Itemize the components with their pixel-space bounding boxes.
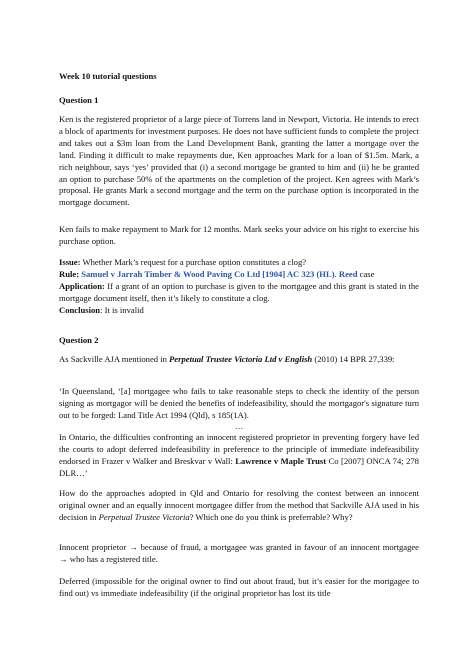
conclusion-line	[59, 305, 419, 317]
lawrence-case-name: Lawrence v Maple Trust	[235, 455, 327, 466]
rule-tail: case	[357, 268, 375, 279]
question-case-name: Perpetual Trustee Victoria	[98, 511, 190, 522]
application-line	[59, 281, 419, 305]
issue-label: Issue:	[59, 257, 81, 267]
ontario-quote-text: In Ontario, the difficulties confronting an innocent registered proprietor in preventing forgery have led the courts to adopt deferred indefeasibility in preference to the principle of immediate indefeasibility endorsed in Frazer v Walker and Breskvar v Wall:	[59, 432, 419, 466]
question-1-answer	[59, 257, 419, 317]
conclusion-label: Conclusion	[59, 304, 101, 315]
question-1-paragraph-2: Ken fails to make repayment to Mark for 12 months. Mark seeks your advice on his right to exercise his purchase option.	[59, 224, 419, 246]
rule-line	[59, 269, 419, 281]
deferred-indefeasibility-note: Deferred (impossible for the original owner to find out about fraud, but it’s easier for the mortgagee to find out) vs immediate indefeasibility (if the original proprietor has lost its title	[59, 576, 419, 598]
question-2-question	[59, 488, 419, 524]
ip-text-b: because of fraud, a mortgagee was granted in favour of an innocent mortgagee	[137, 542, 419, 552]
question-2-heading: Question 2	[59, 335, 99, 345]
issue-line	[59, 257, 419, 269]
intro-case-name: Perpetual Trustee Victoria Ltd v English	[169, 354, 313, 364]
arrow-right-icon: →	[59, 553, 68, 564]
application-label: Application:	[59, 280, 105, 291]
intro-text: As Sackville AJA mentioned in	[59, 354, 170, 364]
ip-text-c: who has a registered title.	[67, 553, 158, 564]
question-2-intro	[59, 354, 419, 366]
arrow-right-icon: →	[129, 542, 138, 552]
document-title: Week 10 tutorial questions	[59, 71, 157, 81]
conclusion-text: : It is invalid	[100, 304, 144, 315]
ip-text-a: Innocent proprietor	[59, 542, 130, 552]
reed-link[interactable]: Reed	[338, 268, 358, 279]
innocent-proprietor-note	[59, 542, 419, 566]
question-1-heading: Question 1	[59, 95, 99, 105]
rule-dot: .	[334, 268, 337, 279]
intro-citation: (2010) 14 BPR 27,339:	[312, 354, 395, 364]
application-text: If a grant of an option to purchase is given to the mortgagee and this grant is stated in the mortgage document itself, then it’s likely to constitute a clog.	[59, 280, 419, 303]
quote-ellipsis: …	[234, 421, 244, 431]
rule-label: Rule:	[59, 268, 80, 279]
question-text-end: ? Which one do you think is preferrable? Why?	[189, 511, 353, 522]
ontario-quote	[59, 432, 419, 480]
question-1-paragraph: Ken is the registered proprietor of a large piece of Torrens land in Newport, Victoria. He intends to erect a block of apartments for investment purposes. He does not have sufficient funds to complete the project and takes out a $3m loan from the Land Development Bank, granting the latter a mortgage over the land. Finding it difficult to make repayments due, Ken approaches Mark for a loan of $1.5m. Mark, a rich neighbour, says ‘yes’ provided that (i) a second mortgage be granted to him and (ii) he be granted an option to purchase 50% of the apartments on the completion of the project. Ken agrees with Mark’s proposal. He grants Mark a second mortgage and the term on the purchase option is incorporated in the mortgage document.	[59, 114, 419, 208]
rule-case-link[interactable]: Samuel v Jarrah Timber & Wood Paving Co Ltd [1904] AC 323 (HL)	[81, 268, 335, 279]
issue-text: Whether Mark’s request for a purchase option constitutes a clog?	[80, 257, 307, 267]
ontario-quote-citation: Co [2007] ONCA 74; 278 DLR…’	[59, 455, 419, 478]
queensland-quote: ‘In Queensland, ‘[a] mortgagee who fails to take reasonable steps to check the identity of the person signing as mortgagor will be denied the benefits of indefeasibility, should the mortgagor's signature turn out to be forged: Land Title Act 1994 (Qld), s 185(1A).	[59, 386, 419, 420]
question-text: How do the approaches adopted in Qld and Ontario for resolving the contest between an innocent original owner and an equally innocent mortgagee differ from the method that Sackville AJA used in his decision in	[59, 488, 419, 522]
